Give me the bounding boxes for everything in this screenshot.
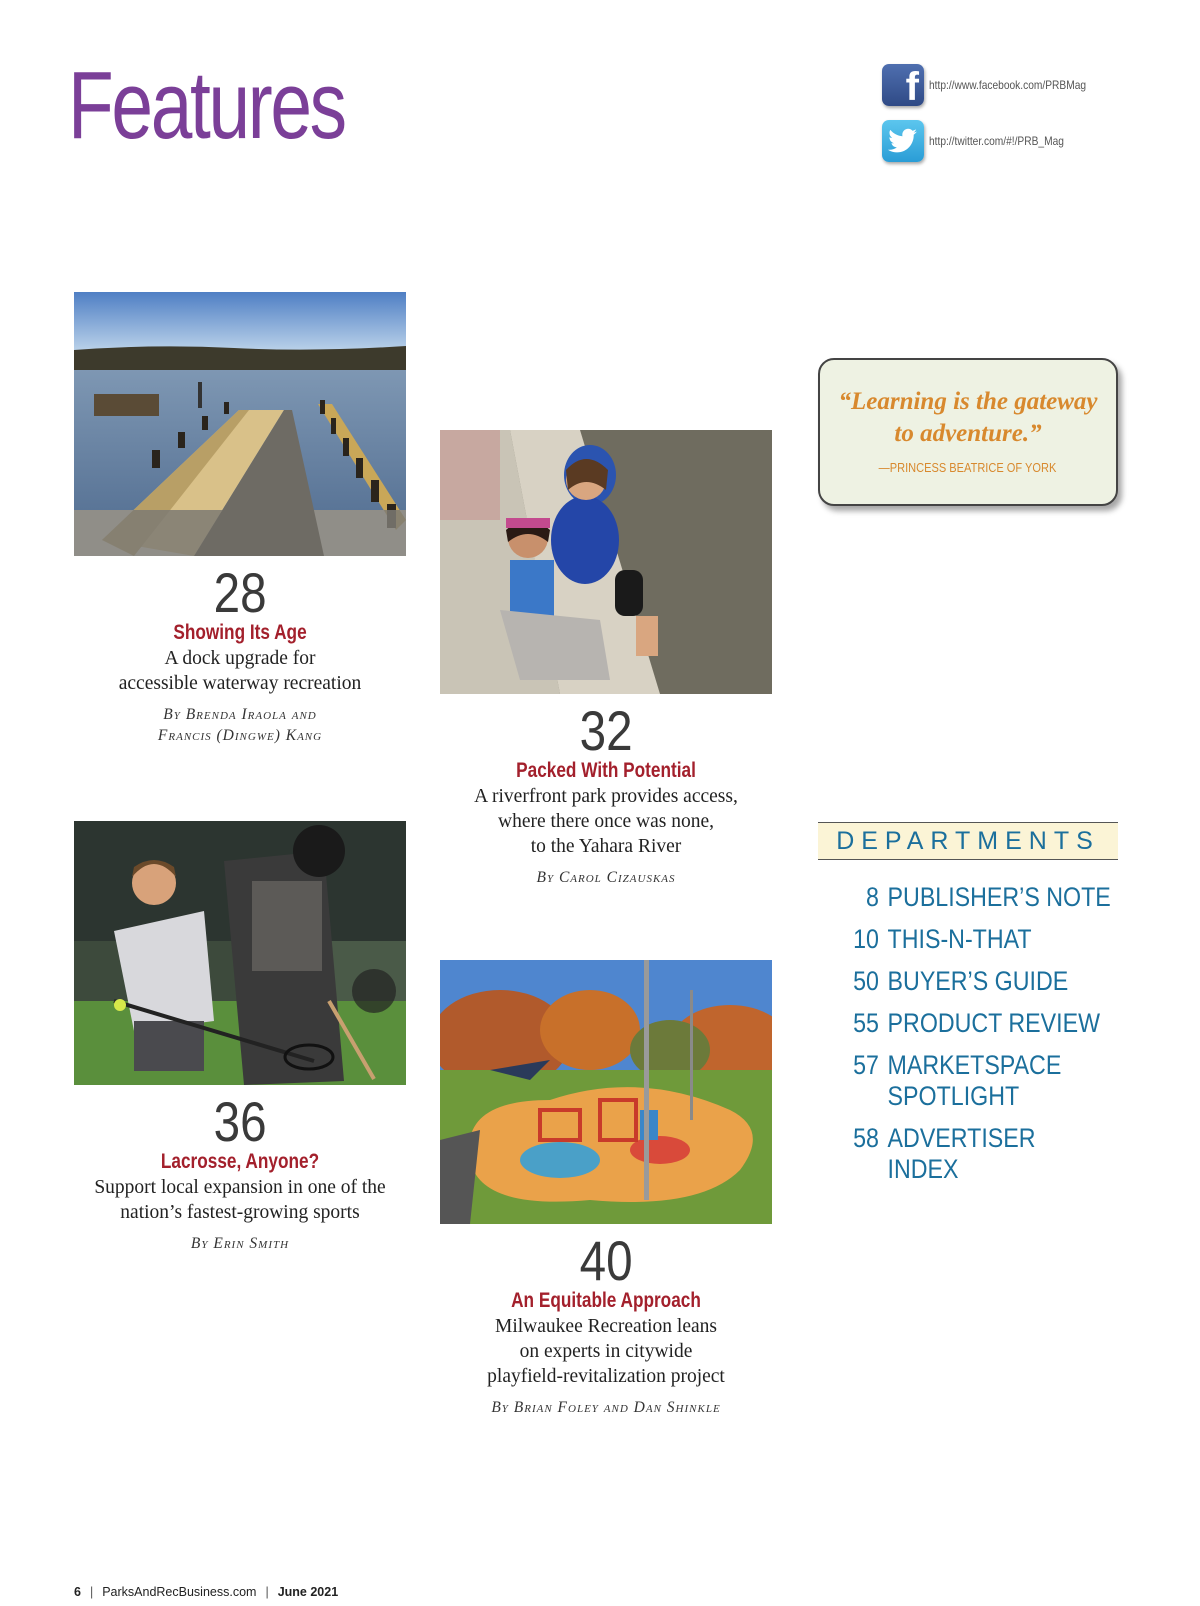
footer-separator: | <box>89 1585 94 1599</box>
feature-description: Milwaukee Recreation leans on experts in citywide playfield-revitalization project <box>487 1316 725 1387</box>
twitter-icon <box>882 120 924 162</box>
feature-byline: By Brenda Iraola and Francis (Dingwe) Kang <box>157 706 323 744</box>
feature-page-number: 36 <box>213 1090 267 1153</box>
twitter-link[interactable] <box>882 120 1088 162</box>
feature-title: Lacrosse, Anyone? <box>160 1150 320 1173</box>
page-footer <box>74 1585 338 1599</box>
feature-byline: By Brian Foley and Dan Shinkle <box>491 1399 721 1416</box>
department-item[interactable] <box>848 1008 1111 1039</box>
lacrosse-photo <box>74 821 406 1085</box>
dock-photo <box>74 292 406 556</box>
department-page: 58 <box>853 1123 879 1153</box>
playground-photo <box>440 960 772 1224</box>
riverfront-photo <box>440 430 772 694</box>
twitter-url: http://twitter.com/#!/PRB_Mag <box>929 134 1064 148</box>
feature-byline: By Carol Cizauskas <box>536 869 676 886</box>
department-page: 10 <box>853 924 879 954</box>
department-page: 50 <box>853 966 879 996</box>
facebook-icon: f <box>882 64 924 106</box>
feature-page-number: 32 <box>579 699 633 762</box>
department-label: PUBLISHER’S NOTE <box>887 882 1111 912</box>
department-page: 57 <box>853 1050 879 1080</box>
footer-issue: June 2021 <box>277 1585 339 1599</box>
footer-site[interactable]: ParksAndRecBusiness.com <box>102 1585 257 1599</box>
department-page: 8 <box>866 882 879 912</box>
feature-28[interactable] <box>74 561 406 746</box>
departments-list <box>848 882 1154 1196</box>
quote-attribution: —PRINCESS BEATRICE OF YORK <box>879 460 1057 475</box>
feature-36[interactable] <box>74 1090 406 1254</box>
feature-page-number: 28 <box>213 561 267 624</box>
department-item[interactable] <box>848 882 1111 913</box>
department-page: 55 <box>853 1008 879 1038</box>
department-item[interactable] <box>848 924 1111 955</box>
department-label: THIS-N-THAT <box>887 924 1032 954</box>
feature-title: Packed With Potential <box>516 759 696 782</box>
department-label: MARKETSPACE SPOTLIGHT <box>887 1050 1062 1111</box>
feature-title: Showing Its Age <box>173 621 307 644</box>
facebook-link[interactable] <box>882 64 1114 109</box>
department-label: ADVERTISER INDEX <box>887 1123 1036 1184</box>
departments-heading: DEPARTMENTS <box>818 822 1118 860</box>
feature-byline: By Erin Smith <box>190 1235 290 1252</box>
department-item[interactable] <box>848 1050 1111 1112</box>
feature-description: A riverfront park provides access, where there once was none, to the Yahara River <box>474 786 738 857</box>
department-label: BUYER’S GUIDE <box>887 966 1069 996</box>
department-label: PRODUCT REVIEW <box>887 1008 1101 1038</box>
feature-page-number: 40 <box>579 1229 633 1292</box>
feature-description: A dock upgrade for accessible waterway recreation <box>118 648 362 694</box>
quote-text: “Learning is the gateway to adventure.” <box>838 388 1098 447</box>
feature-description: Support local expansion in one of the nation’s fastest-growing sports <box>94 1177 386 1223</box>
feature-32[interactable] <box>440 699 772 888</box>
footer-page-number: 6 <box>74 1585 81 1599</box>
feature-title: An Equitable Approach <box>511 1289 701 1312</box>
page-title: Features <box>68 52 345 159</box>
quote-box <box>818 358 1118 506</box>
feature-40[interactable] <box>440 1229 772 1418</box>
department-item[interactable] <box>848 966 1111 997</box>
facebook-url: http://www.facebook.com/PRBMag <box>929 78 1087 92</box>
footer-separator: | <box>265 1585 269 1599</box>
department-item[interactable] <box>848 1123 1111 1185</box>
